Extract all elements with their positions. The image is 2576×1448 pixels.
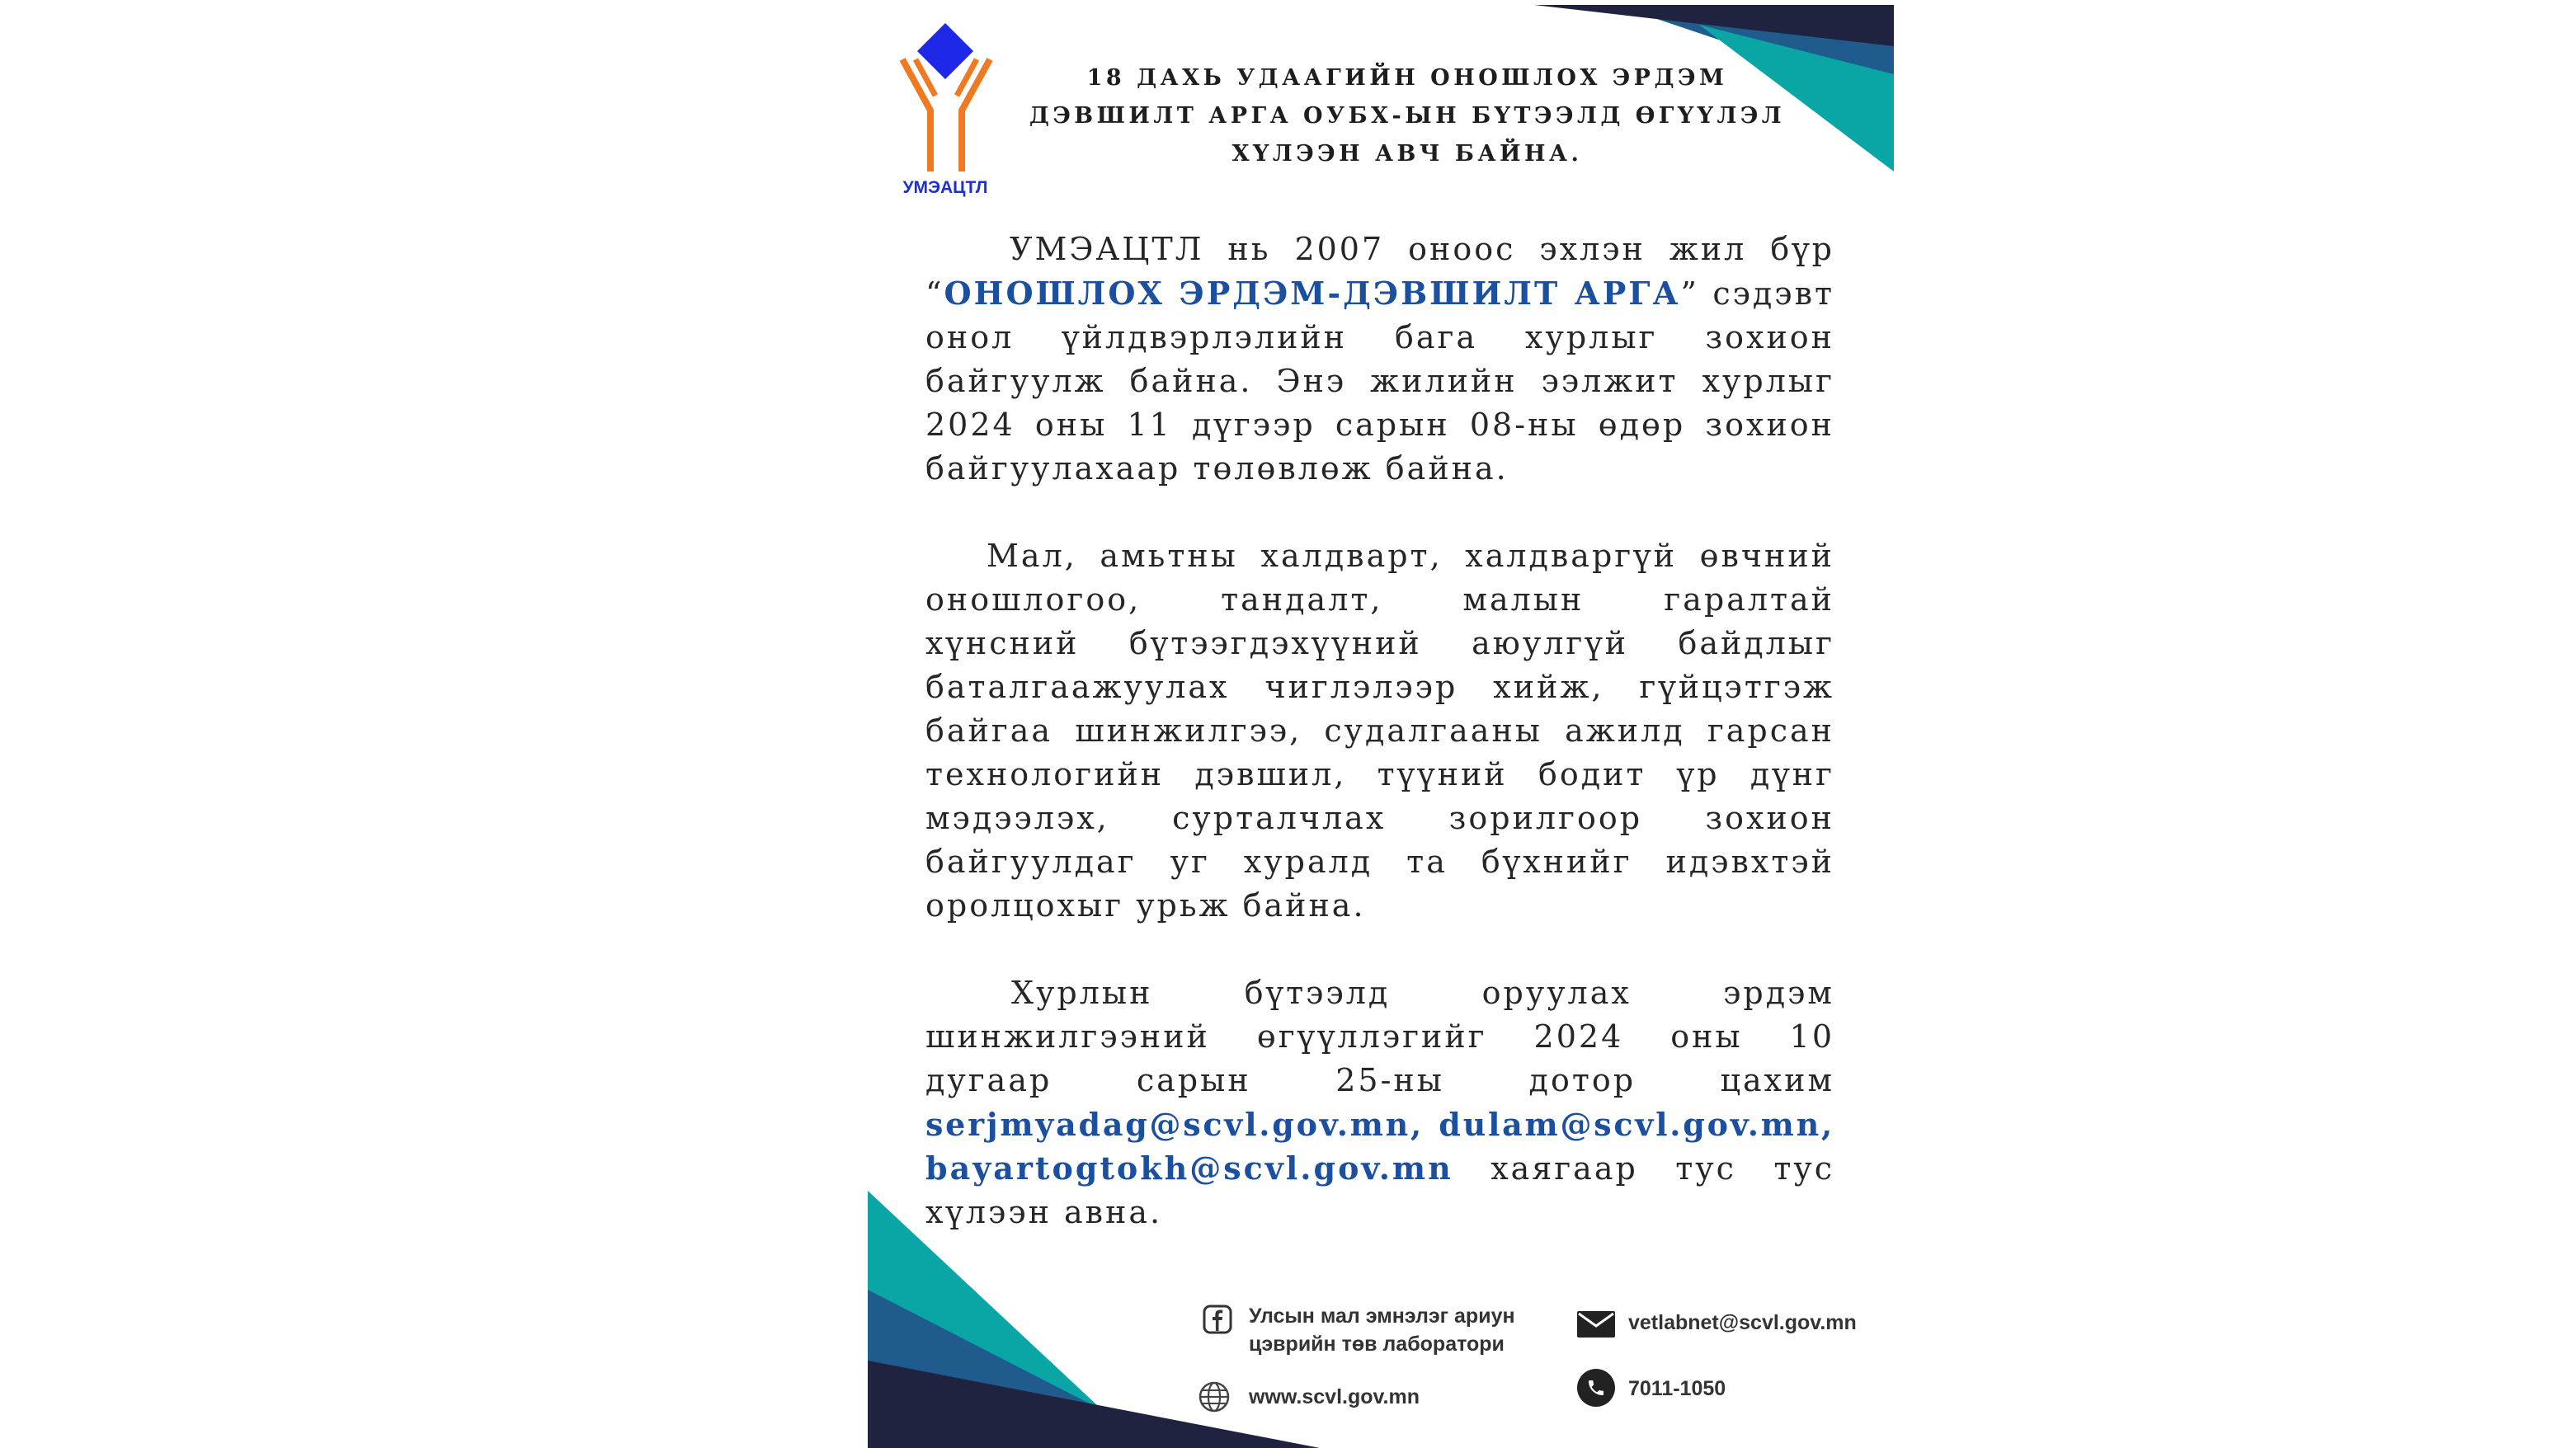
body-line: баталгаажуулах чиглэлээр хийж, гүйцэтгэж [925,669,1834,705]
globe-icon [1198,1380,1231,1413]
mail-icon [1577,1311,1615,1338]
body-line: байгуулахаар төлөвлөж байна. [925,450,1509,487]
body-line: онол үйлдвэрлэлийн бага хурлыг зохион [925,319,1834,355]
paragraph-submission [925,971,1834,1234]
body-line [925,271,1834,316]
logo-label: УМЭАЦТЛ [902,178,988,197]
body-line: технологийн дэвшил, түүний бодит үр дүнг [925,756,1834,792]
body-line: мэдээлэх, сурталчлах зорилгоор зохион [925,800,1834,836]
line-text: хаягаар тус тус [1453,1150,1834,1187]
body-line: 2024 оны 11 дүгээр сарын 08-ны өдөр зохион [925,407,1834,443]
body-line: оношлогоо, тандалт, малын гаралтай [925,581,1834,618]
submission-emails: serjmyadag@scvl.gov.mn, dulam@scvl.gov.mn, [925,1106,1834,1143]
facebook-line: Улсын мал эмнэлэг ариун [1249,1305,1515,1328]
body-line: оролцохыг урьж байна. [925,887,1366,924]
facebook-page-name [1249,1302,1515,1358]
body-line: УМЭАЦТЛ нь 2007 оноос эхлэн жил бүр [1010,231,1834,267]
quote-open: “ [925,275,944,312]
page-title [954,59,1861,173]
body-line: Хурлын бүтээлд оруулах эрдэм [1011,975,1834,1011]
corner-shape-navy-top [1534,5,1894,46]
paragraph-announcement [925,228,1834,491]
line-text: ” сэдэвт [1680,275,1834,312]
facebook-line: цэврийн төв лаборатори [1249,1333,1505,1356]
submission-email: bayartogtokh@scvl.gov.mn [925,1149,1453,1187]
body-line: байгаа шинжилгээ, судалгааны ажилд гарсан [925,712,1834,749]
body-line: шинжилгээний өгүүллэгийг 2024 оны 10 [925,1018,1834,1055]
body-line: дугаар сарын 25-ны дотор цахим [925,1062,1834,1098]
title-line: 18 ДАХЬ УДААГИЙН ОНОШЛОХ ЭРДЭМ [1086,65,1728,91]
body-line: байгуулж байна. Энэ жилийн ээлжит хурлыг [925,363,1834,399]
body-line: байгуулдаг уг хуралд та бүхнийг идэвхтэй [925,844,1834,880]
body-line: Мал, амьтны халдварт, халдваргүй өвчний [987,538,1834,574]
body-line: хүнсний бүтээгдэхүүний аюулгүй байдлыг [925,625,1834,661]
body-line: хүлээн авна. [925,1194,1163,1230]
title-line: ДЭВШИЛТ АРГА ОУБХ-ЫН БҮТЭЭЛД ӨГҮҮЛЭЛ [1029,103,1786,129]
body-line [925,1146,1834,1191]
email-text: vetlabnet@scvl.gov.mn [1628,1311,1857,1334]
website-text: www.scvl.gov.mn [1249,1385,1420,1408]
body-text [925,228,1834,1234]
title-line: ХҮЛЭЭН АВЧ БАЙНА. [1231,141,1583,167]
phone-icon [1577,1369,1615,1407]
phone-text: 7011-1050 [1628,1377,1726,1400]
conference-name-highlight: ОНОШЛОХ ЭРДЭМ-ДЭВШИЛТ АРГА [944,275,1681,312]
facebook-icon [1203,1305,1232,1334]
paragraph-invitation [925,534,1834,928]
